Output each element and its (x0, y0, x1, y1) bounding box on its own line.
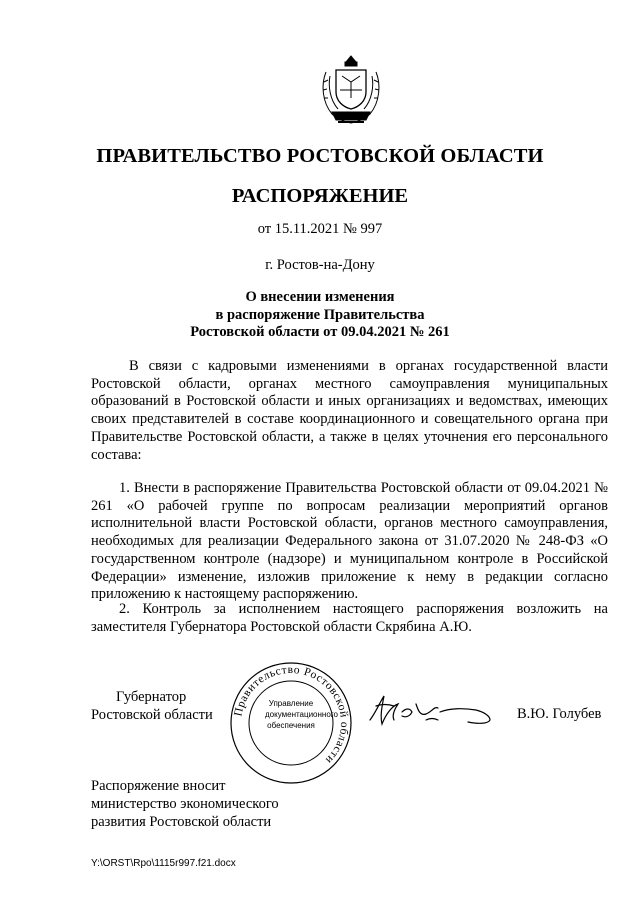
file-path: Y:\ORST\Rpo\1115r997.f21.docx (91, 858, 236, 869)
subject-line-3: Ростовской области от 09.04.2021 № 261 (190, 324, 450, 340)
city: г. Ростов-на-Дону (265, 257, 375, 273)
subject-line-1: О внесении изменения (245, 289, 395, 305)
svg-text:Правительство Ростовской облас: Правительство Ростовской области (232, 663, 351, 767)
item-1-paragraph: 1. Внести в распоряжение Правительства Ростовской области от 09.04.2021 № 261 «О рабочей группе по вопросам реализации мероприятий органов исполнительной власти Ростовской области, органов местного самоуправления, необходимых для реализации Федерального закона от 31.07.2020 № 248-ФЗ «О государственном контроле (надзоре) и муниципальном контроле в Российской Федерации» изменение, изложив приложение к нему в редакции согласно приложению к настоящему распоряжению. (91, 480, 608, 603)
stamp-center-text (265, 698, 338, 731)
submitted-line-3: развития Ростовской области (91, 814, 272, 830)
document-subject (30, 289, 610, 342)
signatory-title-line-1: Губернатор (116, 689, 187, 705)
organization-title: ПРАВИТЕЛЬСТВО РОСТОВСКОЙ ОБЛАСТИ (96, 145, 544, 167)
signatory-title-line-2: Ростовской области (91, 707, 213, 723)
handwritten-signature (366, 690, 496, 732)
stamp-line-3: обеспечения (267, 721, 315, 730)
signatory-title (91, 688, 213, 724)
submitted-line-1: Распоряжение вносит (91, 778, 226, 794)
submitted-line-2: министерство экономического (91, 796, 279, 812)
stamp-line-2: документационного (265, 710, 338, 719)
submitted-by (91, 777, 279, 831)
date-number: от 15.11.2021 № 997 (257, 221, 383, 237)
stamp-line-1: Управление (268, 699, 314, 708)
preamble-paragraph: В связи с кадровыми изменениями в органах государственной власти Ростовской области, органах местного самоуправления муниципальных образований в Ростовской области и иных организациях и ведомствах, имеющих своих представителей в составе координационного и совещательного органа при Правительстве Ростовской области, а также в целях уточнения его персонального состава: (91, 358, 608, 463)
document-type: РАСПОРЯЖЕНИЕ (231, 185, 409, 207)
coat-of-arms-icon (318, 52, 384, 128)
item-2-paragraph: 2. Контроль за исполнением настоящего распоряжения возложить на заместителя Губернатора Ростовской области Скрябина А.Ю. (91, 601, 608, 635)
subject-line-2: в распоряжение Правительства (215, 306, 425, 323)
signatory-name: В.Ю. Голубев (517, 706, 602, 722)
